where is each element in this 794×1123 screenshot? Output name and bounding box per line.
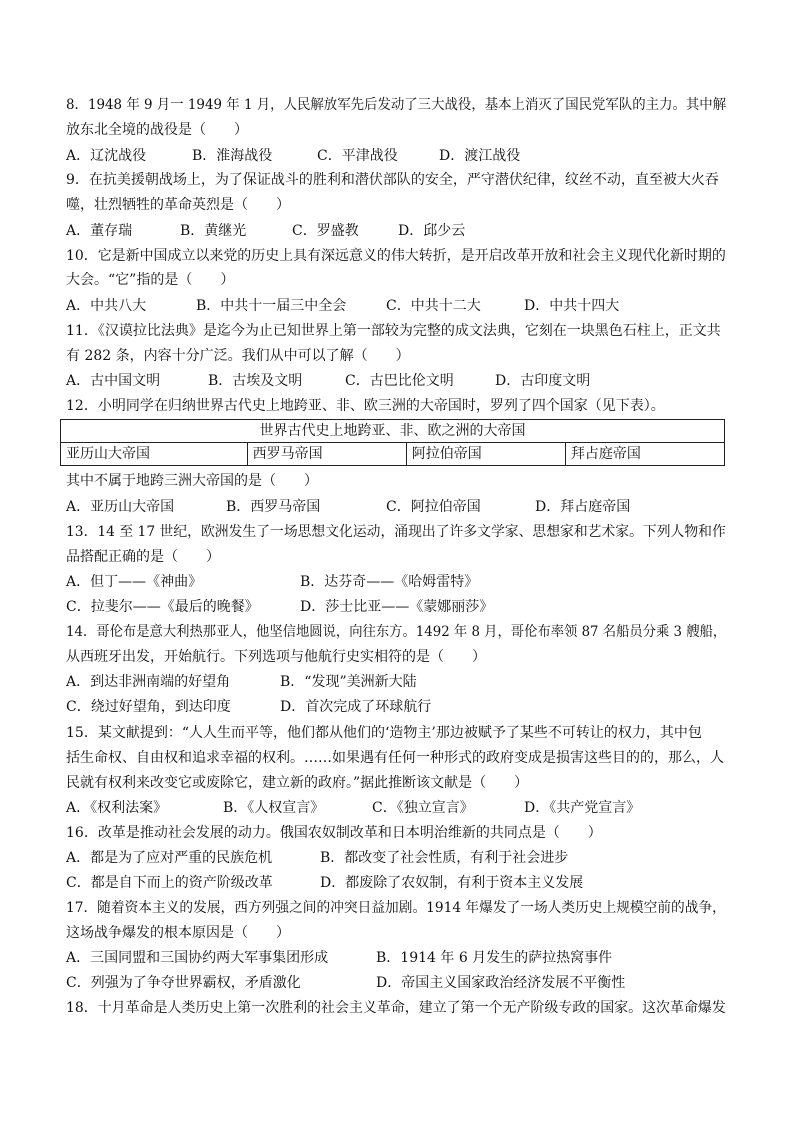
table-row — [61, 443, 725, 466]
q13-option-b[interactable]: B．达芬奇——《哈姆雷特》 — [300, 574, 479, 590]
q13-stem-line-2: 品搭配正确的是（ ） — [66, 549, 220, 565]
q11-option-a[interactable]: A．古中国文明 — [66, 373, 161, 389]
q9-stem-line-2: 噬，壮烈牺牲的革命英烈是（ ） — [66, 197, 290, 213]
table-cell: 阿拉伯帝国 — [406, 443, 565, 466]
q8-stem-line-2: 放东北全境的战役是（ ） — [66, 122, 248, 138]
q9-option-d[interactable]: D．邱少云 — [398, 223, 466, 239]
table-cell: 拜占庭帝国 — [565, 443, 724, 466]
q17-option-a[interactable]: A．三国同盟和三国协约两大军事集团形成 — [66, 950, 329, 966]
q16-option-d[interactable]: D．都废除了农奴制，有利于资本主义发展 — [320, 875, 584, 891]
q16-option-c[interactable]: C．都是自下而上的资产阶级改革 — [66, 875, 273, 891]
q15-stem-line-1: 15．某文献提到：“人人生而平等，他们都从他们的‘造物主’那边被赋予了某些不可转让的权力，其中包 — [66, 725, 702, 741]
q14-stem-line-1: 14．哥伦布是意大利热那亚人，他坚信地圆说，向往东方。1492 年 8 月，哥伦布率领 87 名船员分乘 3 艘船， — [66, 624, 727, 640]
q9-option-c[interactable]: C．罗盛教 — [292, 223, 359, 239]
q12-option-d[interactable]: D．拜占庭帝国 — [535, 499, 631, 515]
q10-option-c[interactable]: C．中共十二大 — [386, 298, 481, 314]
table-cell: 西罗马帝国 — [247, 443, 406, 466]
q11-option-b[interactable]: B．古埃及文明 — [208, 373, 303, 389]
q8-option-b[interactable]: B．淮海战役 — [192, 148, 273, 164]
q8-option-d[interactable]: D．渡江战役 — [439, 148, 521, 164]
q9-stem-line-1: 9．在抗美援朝战场上，为了保证战斗的胜利和潜伏部队的安全，严守潜伏纪律，纹丝不动，直至被大火吞 — [66, 172, 719, 188]
q14-stem-line-2: 从西班牙出发，开始航行。下列选项与他航行史实相符的是（ ） — [66, 649, 486, 665]
q9-option-b[interactable]: B．黄继光 — [180, 223, 247, 239]
q10-option-b[interactable]: B．中共十一届三中全会 — [196, 298, 347, 314]
table-cell: 亚历山大帝国 — [61, 443, 248, 466]
q17-option-c[interactable]: C．列强为了争夺世界霸权，矛盾激化 — [66, 975, 301, 991]
q16-option-a[interactable]: A．都是为了应对严重的民族危机 — [66, 850, 273, 866]
q16-option-b[interactable]: B．都改变了社会性质，有利于社会进步 — [320, 850, 569, 866]
q13-option-a[interactable]: A．但丁——《神曲》 — [66, 574, 203, 590]
q12-stem-line-1: 12．小明同学在归纳世界古代史上地跨亚、非、欧三洲的大帝国时，罗列了四个国家（见下表）。 — [66, 398, 665, 414]
q13-stem-line-1: 13．14 至 17 世纪，欧洲发生了一场思想文化运动，涌现出了许多文学家、思想家和艺术家。下列人物和作 — [66, 524, 726, 540]
q12-option-c[interactable]: C．阿拉伯帝国 — [386, 499, 481, 515]
q18-stem-line-1: 18．十月革命是人类历史上第一次胜利的社会主义革命，建立了第一个无产阶级专政的国家。这次革命爆发 — [66, 1000, 726, 1016]
q10-stem-line-2: 大会。“它”指的是（ ） — [66, 272, 235, 288]
q8-stem-line-1: 8．1948 年 9 月一 1949 年 1 月，人民解放军先后发动了三大战役，基本上消灭了国民党军队的主力。其中解 — [66, 97, 727, 113]
empire-table — [60, 419, 725, 466]
q15-option-b[interactable]: B．《人权宣言》 — [223, 800, 325, 816]
q9-option-a[interactable]: A．董存瑞 — [66, 223, 133, 239]
q12-option-a[interactable]: A．亚历山大帝国 — [66, 499, 175, 515]
q15-option-d[interactable]: D．《共产党宣言》 — [524, 800, 641, 816]
q8-option-a[interactable]: A．辽沈战役 — [66, 148, 147, 164]
q10-option-d[interactable]: D．中共十四大 — [524, 298, 620, 314]
q15-stem-line-2: 括生命权、自由权和追求幸福的权利。……如果遇有任何一种形式的政府变成是损害这些目的的，那么，人 — [66, 750, 724, 766]
q11-stem-line-1: 11．《汉谟拉比法典》是迄今为止已知世界上第一部较为完整的成文法典，它刻在一块黑色石柱上，正文共 — [66, 323, 721, 339]
table-caption: 世界古代史上地跨亚、非、欧之洲的大帝国 — [61, 420, 725, 443]
q13-option-d[interactable]: D．莎士比亚——《蒙娜丽莎》 — [300, 599, 494, 615]
q10-option-a[interactable]: A．中共八大 — [66, 298, 147, 314]
q17-stem-line-2: 这场战争爆发的根本原因是（ ） — [66, 925, 290, 941]
q11-option-d[interactable]: D．古印度文明 — [495, 373, 591, 389]
q12-option-b[interactable]: B．西罗马帝国 — [226, 499, 321, 515]
q14-option-c[interactable]: C．绕过好望角，到达印度 — [66, 699, 231, 715]
q14-option-d[interactable]: D．首次完成了环球航行 — [280, 699, 432, 715]
q11-stem-line-2: 有 282 条，内容十分广泛。我们从中可以了解（ ） — [66, 348, 410, 364]
q15-option-c[interactable]: C．《独立宣言》 — [372, 800, 474, 816]
q14-option-a[interactable]: A．到达非洲南端的好望角 — [66, 674, 231, 690]
q12-after-table: 其中不属于地跨三洲大帝国的是（ ） — [66, 473, 318, 489]
q10-stem-line-1: 10．它是新中国成立以来党的历史上具有深远意义的伟大转折，是开启改革开放和社会主义现代化新时期的 — [66, 248, 726, 264]
q17-option-d[interactable]: D．帝国主义国家政治经济发展不平衡性 — [376, 975, 626, 991]
q8-option-c[interactable]: C．平津战役 — [317, 148, 398, 164]
q13-option-c[interactable]: C．拉斐尔——《最后的晚餐》 — [66, 599, 259, 615]
q16-stem-line-1: 16．改革是推动社会发展的动力。俄国农奴制改革和日本明治维新的共同点是（ ） — [66, 825, 602, 841]
q11-option-c[interactable]: C．古巴比伦文明 — [345, 373, 454, 389]
q14-option-b[interactable]: B．“发现”美洲新大陆 — [280, 674, 417, 690]
q15-option-a[interactable]: A．《权利法案》 — [66, 800, 168, 816]
q17-stem-line-1: 17．随着资本主义的发展，西方列强之间的冲突日益加剧。1914 年爆发了一场人类历史上规模空前的战争， — [66, 900, 726, 916]
q17-option-b[interactable]: B．1914 年 6 月发生的萨拉热窝事件 — [376, 950, 613, 966]
q15-stem-line-3: 民就有权利来改变它或废除它，建立新的政府。”据此推断该文献是（ ） — [66, 775, 529, 791]
